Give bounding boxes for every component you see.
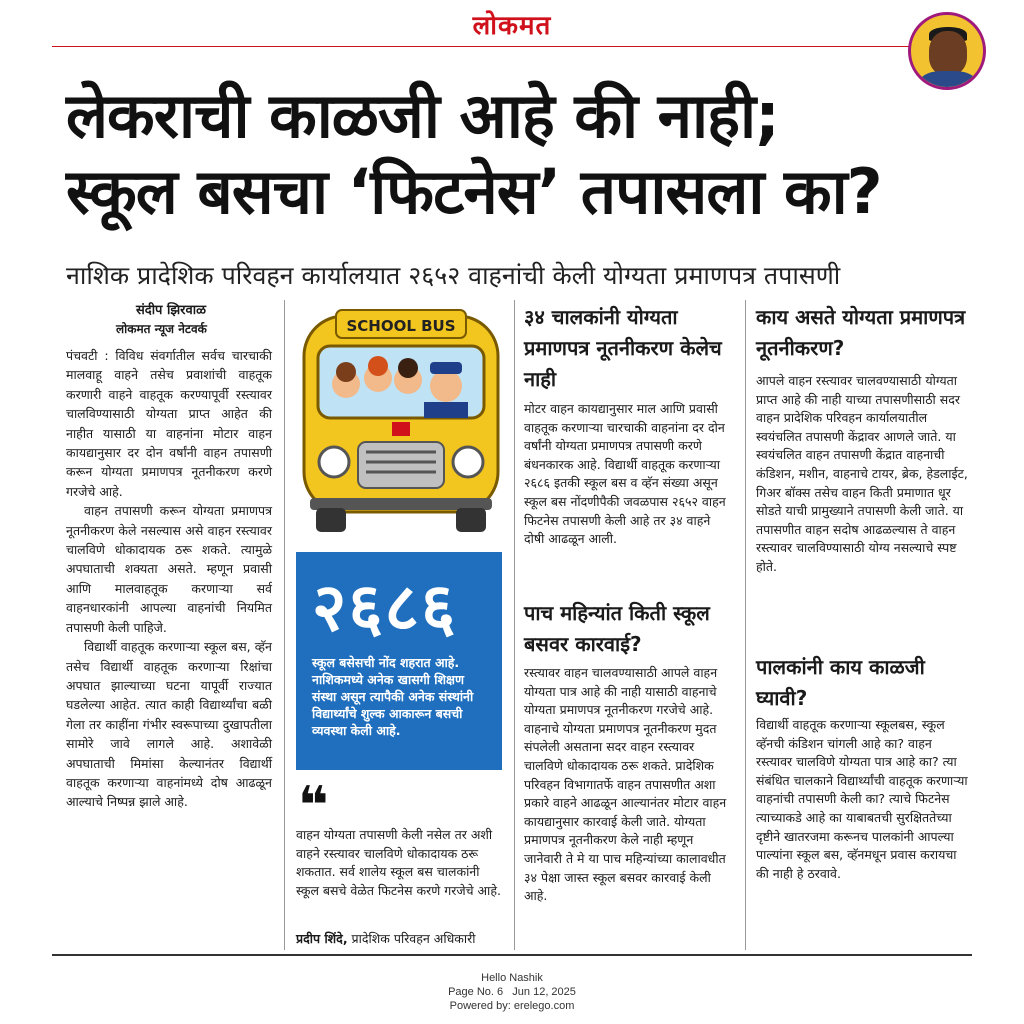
footer-page: Page No. 6	[448, 986, 504, 998]
section-heading-expired-certificates: ३४ चालकांनी योग्यता प्रमाणपत्र नूतनीकरण केलेच नाही	[524, 305, 722, 391]
quote-text: वाहन योग्यता तपासणी केली नसेल तर अशी वाहने रस्त्यावर चालविणे धोकादायक ठरू शकतात. सर्व शालेय स्कूल बस चालकांनी स्कूल बसचे वेळेत फिटनेस करणे गरजेचे आहे.	[296, 827, 501, 898]
stat-text: स्कूल बसेसची नोंद शहरात आहे. नाशिकमध्ये अनेक खासगी शिक्षण संस्था असून त्यापैकी अनेक संस्थांनी विद्यार्थ्यांचे शुल्क आकारून बसची व्यवस्था केली आहे.	[312, 655, 474, 738]
newspaper-masthead: लोकमत	[472, 11, 552, 41]
quote-attribution	[296, 930, 506, 947]
school-bus-illustration	[296, 302, 506, 536]
stat-box	[296, 552, 502, 770]
section-heading-certificate-renewal: काय असते योग्यता प्रमाणपत्र नूतनीकरण?	[756, 305, 966, 360]
bus-sign: SCHOOL BUS	[346, 317, 456, 335]
bottom-rule	[52, 954, 972, 956]
headline	[66, 78, 966, 230]
section-body-action: रस्त्यावर वाहन चालवण्यासाठी आपले वाहन योग्यता पात्र आहे की नाही यासाठी वाहनाचे योग्यता प्रमाणपत्र नूतनीकरण गरजेचे आहे. वाहनाचे योग्यता प्रमाणपत्र नूतनीकरण मुदत संपलेली असताना सदर वाहन रस्त्यावर चालविणे धोकादायक ठरू शकते. प्रादेशिक परिवहन विभागातर्फे वाहन तपासणीत अशा प्रकारे वाहने आढळून आल्यानंतर मोटार वाहन कायद्यानुसार कारवाई केली जाते. योग्यता प्रमाणपत्र नूतनीकरण केले नाही म्हणून जानेवारी ते मे या पाच महिन्यांच्या कालावधीत ३४ पेक्षा जास्त स्कूल बसवर कारवाई केली आहे.	[524, 665, 727, 904]
column-divider	[514, 300, 515, 950]
stat-number: २६८६	[312, 569, 458, 646]
headline-line-2: स्कूल बसचा ‘फिटनेस’ तपासला का?	[66, 155, 882, 228]
subheadline: नाशिक प्रादेशिक परिवहन कार्यालयात २६५२ वाहनांची केली योग्यता प्रमाणपत्र तपासणी	[66, 261, 841, 290]
section-body-expired-certificates: मोटर वाहन कायद्यानुसार माल आणि प्रवासी वाहतूक करणाऱ्या चारचाकी वाहनांना दर दोन वर्षांनी योग्यता प्रमाणपत्र तपासणी करणे बंधनकारक आहे. विद्यार्थी वाहतूक करणाऱ्या २६८६ इतकी स्कूल बस व व्हॅन संख्या असून स्कूल बस नोंदणीपैकी जवळपास २६५२ वाहन फिटनेस तपासणी केली आहे तर ३४ वाहने दोषी आढळून आली.	[524, 401, 726, 547]
byline-name: संदीप झिरवाळ	[136, 303, 206, 318]
badge-portrait	[929, 31, 967, 75]
section-heading-parents: पालकांनी काय काळजी घ्यावी?	[756, 655, 925, 710]
byline-agency: लोकमत न्यूज नेटवर्क	[116, 322, 207, 336]
column-divider	[745, 300, 746, 950]
paragraph-2: वाहन तपासणी करून योग्यता प्रमाणपत्र नूतनीकरण केले नसल्यास असे वाहन रस्त्यावर चालविणे धोकादायक ठरू शकते. त्यामुळे अपघाताची शक्यता असते. म्हणून प्रवासी आणि मालवाहतूक करणाऱ्या सर्व वाहनधारकांनी आपल्या वाहनांची नियमित तपासणी केली पाहिजे.	[66, 503, 272, 635]
footer-edition: Hello Nashik	[481, 972, 543, 984]
footer-date: Jun 12, 2025	[512, 986, 576, 998]
footer-powered: Powered by: erelego.com	[449, 1000, 575, 1012]
section-heading-action: पाच महिन्यांत किती स्कूल बसवर कारवाई?	[524, 601, 710, 656]
masthead-rule	[52, 46, 972, 47]
article-column-1	[66, 346, 272, 812]
headline-line-1: लेकराची काळजी आहे की नाही;	[66, 79, 779, 152]
quote-icon: ❝	[298, 776, 329, 836]
quote-role: प्रादेशिक परिवहन अधिकारी	[347, 931, 476, 946]
column-divider	[284, 300, 285, 950]
paragraph-3: विद्यार्थी वाहतूक करणाऱ्या स्कूल बस, व्हॅन तसेच विद्यार्थी वाहतूक करणाऱ्या रिक्षांचा अपघात झाल्याच्या घटना यापूर्वी राज्यात घडलेल्या आहेत. त्यात काही विद्यार्थ्यांचा बळी गेला तर काहींना गंभीर स्वरूपाच्या दुखापतीला सामोरे जावे लागले आहे. अशावेळी अपघाताची मिमांसा केल्यानंतर विद्यार्थी वाहतूक करणाऱ्या वाहनांमध्ये दोष आढळून आल्याचे निष्पन्न झाले आहे.	[66, 639, 272, 810]
quote-name: प्रदीप शिंदे,	[296, 931, 348, 946]
section-body-certificate-renewal: आपले वाहन रस्त्यावर चालवण्यासाठी योग्यता प्राप्त आहे की नाही याच्या तपासणीसाठी सदर वाहन प्रादेशिक परिवहन कार्यालयातील स्वयंचलित तपासणी केंद्रावर आणले जाते. या स्वयंचलित वाहन तपासणी केंद्रात वाहनाची कंडिशन, मशीन, वाहनाचे टायर, ब्रेक, हेडलाईट, गिअर बॉक्स तसेच वाहन किती प्रमाणात धूर सोडते याची प्रामुख्याने तपासणी केली जाते. या तपासणीत वाहन सदोष आढळल्यास ते वाहन रस्त्यावर चालविण्यासाठी योग्य नसल्याचे स्पष्ट होते.	[756, 373, 968, 574]
section-body-parents: विद्यार्थी वाहतूक करणाऱ्या स्कूलबस, स्कूल व्हॅनची कंडिशन चांगली आहे का? वाहन रस्त्यावर चालविणे योग्यता पात्र आहे का? त्या संबंधित चालकाने विद्यार्थ्यांची वाहतूक करणाऱ्या वाहनांची तपासणी केली का? त्याचे फिटनेस त्याच्याकडे आहे का याबाबतची सुरक्षिततेच्या दृष्टीने खातरजमा करूनच पालकांनी आपल्या पाल्यांना स्कूल बस, व्हॅनमधून प्रवास करायचा की नाही हे ठरवावे.	[756, 717, 968, 881]
paragraph-1: पंचवटी : विविध संवर्गातील सर्वच चारचाकी मालवाहू वाहने तसेच प्रवाशांची वाहतूक करणारी वाहने वाहतूक करण्यापूर्वी रस्त्यावर चालविण्यासाठी योग्यता प्राप्त आहेत की नाहीत यासाठी या वाहनांना मोटार वाहन कायद्यानुसार दर दोन वर्षांनी वाहन तपासणी करून योग्यता प्रमाणपत्र नूतनीकरण करणे गरजेचे आहे.	[66, 348, 272, 499]
footer-page-date	[0, 986, 1024, 999]
